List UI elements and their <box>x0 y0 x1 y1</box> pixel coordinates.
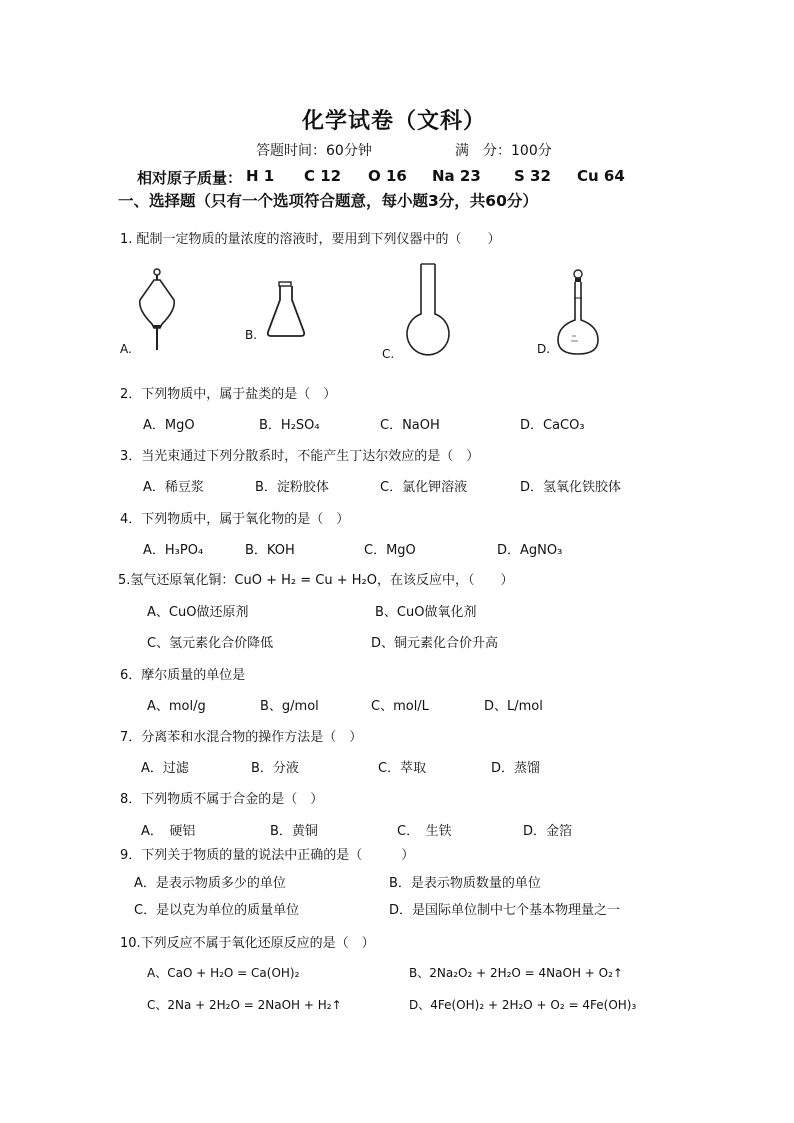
option-7d: D．蒸馏 <box>491 761 541 776</box>
option-4d: D．AgNO₃ <box>497 543 563 558</box>
question-10-stem: 10.下列反应不属于氧化还原反应的是（ ） <box>120 936 375 951</box>
exam-time: 答题时间：60分钟 <box>256 143 372 159</box>
option-8b: B．黄铜 <box>270 824 318 839</box>
option-9a: A．是表示物质多少的单位 <box>134 876 286 891</box>
option-3a: A．稀豆浆 <box>143 480 204 495</box>
option-6d: D、L/mol <box>484 699 543 714</box>
atomic-mass-h: H 1 <box>246 167 275 185</box>
option-10b: B、2Na₂O₂ + 2H₂O = 4NaOH + O₂↑ <box>409 966 623 980</box>
option-3c: C．氯化钾溶液 <box>380 480 468 495</box>
option-1c: C. <box>382 347 395 361</box>
round-bottom-flask-icon <box>404 262 452 358</box>
option-6c: C、mol/L <box>371 699 429 714</box>
atomic-mass-c: C 12 <box>304 167 342 185</box>
option-1b: B. <box>245 328 258 342</box>
section-heading: 一、选择题（只有一个选项符合题意，每小题3分，共60分） <box>118 192 538 210</box>
question-6-stem: 6．摩尔质量的单位是 <box>120 668 246 683</box>
question-4-stem: 4．下列物质中，属于氧化物的是（ ） <box>120 512 350 527</box>
atomic-mass-na: Na 23 <box>432 167 481 185</box>
conical-flask-icon <box>266 282 306 338</box>
option-4b: B．KOH <box>245 543 295 558</box>
option-7a: A．过滤 <box>141 761 189 776</box>
option-4c: C．MgO <box>364 543 416 558</box>
option-3d: D．氢氧化铁胶体 <box>520 480 622 495</box>
question-7-stem: 7．分离苯和水混合物的操作方法是（ ） <box>120 730 363 745</box>
separatory-funnel-icon <box>138 268 178 352</box>
option-2b: B．H₂SO₄ <box>259 418 320 433</box>
option-3b: B．淀粉胶体 <box>255 480 329 495</box>
option-2a: A．MgO <box>143 418 195 433</box>
option-9d: D．是国际单位制中七个基本物理量之一 <box>389 903 621 918</box>
option-7b: B．分液 <box>251 761 299 776</box>
option-5d: D、铜元素化合价升高 <box>371 636 499 651</box>
option-6a: A、mol/g <box>147 699 206 714</box>
question-2-stem: 2．下列物质中，属于盐类的是（ ） <box>120 387 337 402</box>
atomic-mass-cu: Cu 64 <box>577 167 625 185</box>
option-5b: B、CuO做氧化剂 <box>375 605 477 620</box>
option-4a: A．H₃PO₄ <box>143 543 204 558</box>
exam-score: 满 分：100分 <box>455 143 552 159</box>
question-8-stem: 8．下列物质不属于合金的是（ ） <box>120 792 324 807</box>
question-9-stem: 9．下列关于物质的量的说法中正确的是（ ） <box>120 848 415 863</box>
option-6b: B、g/mol <box>260 699 319 714</box>
option-9b: B．是表示物质数量的单位 <box>389 876 541 891</box>
option-5c: C、氢元素化合价降低 <box>147 636 274 651</box>
question-3-stem: 3．当光束通过下列分散系时，不能产生丁达尔效应的是（ ） <box>120 449 480 464</box>
volumetric-flask-icon <box>556 268 602 358</box>
option-1d: D. <box>537 342 551 356</box>
option-8d: D．金箔 <box>523 824 573 839</box>
question-1-stem: 1. 配制一定物质的量浓度的溶液时，要用到下列仪器中的（ ） <box>120 232 501 247</box>
option-8c: C． 生铁 <box>397 824 452 839</box>
option-8a: A． 硬铝 <box>141 824 196 839</box>
option-1a: A. <box>120 342 132 356</box>
option-9c: C．是以克为单位的质量单位 <box>134 903 300 918</box>
atomic-mass-label: 相对原子质量： <box>137 169 243 187</box>
question-5-stem: 5.氢气还原氧化铜：CuO + H₂ = Cu + H₂O，在该反应中，（ ） <box>118 573 514 588</box>
option-5a: A、CuO做还原剂 <box>147 605 249 620</box>
option-10d: D、4Fe(OH)₂ + 2H₂O + O₂ = 4Fe(OH)₃ <box>409 998 637 1012</box>
atomic-mass-s: S 32 <box>514 167 551 185</box>
option-10a: A、CaO + H₂O = Ca(OH)₂ <box>147 966 300 980</box>
page-title: 化学试卷（文科） <box>302 108 487 134</box>
option-2c: C．NaOH <box>380 418 440 433</box>
option-7c: C．萃取 <box>378 761 427 776</box>
atomic-mass-o: O 16 <box>368 167 407 185</box>
option-10c: C、2Na + 2H₂O = 2NaOH + H₂↑ <box>147 998 342 1012</box>
option-2d: D．CaCO₃ <box>520 418 585 433</box>
